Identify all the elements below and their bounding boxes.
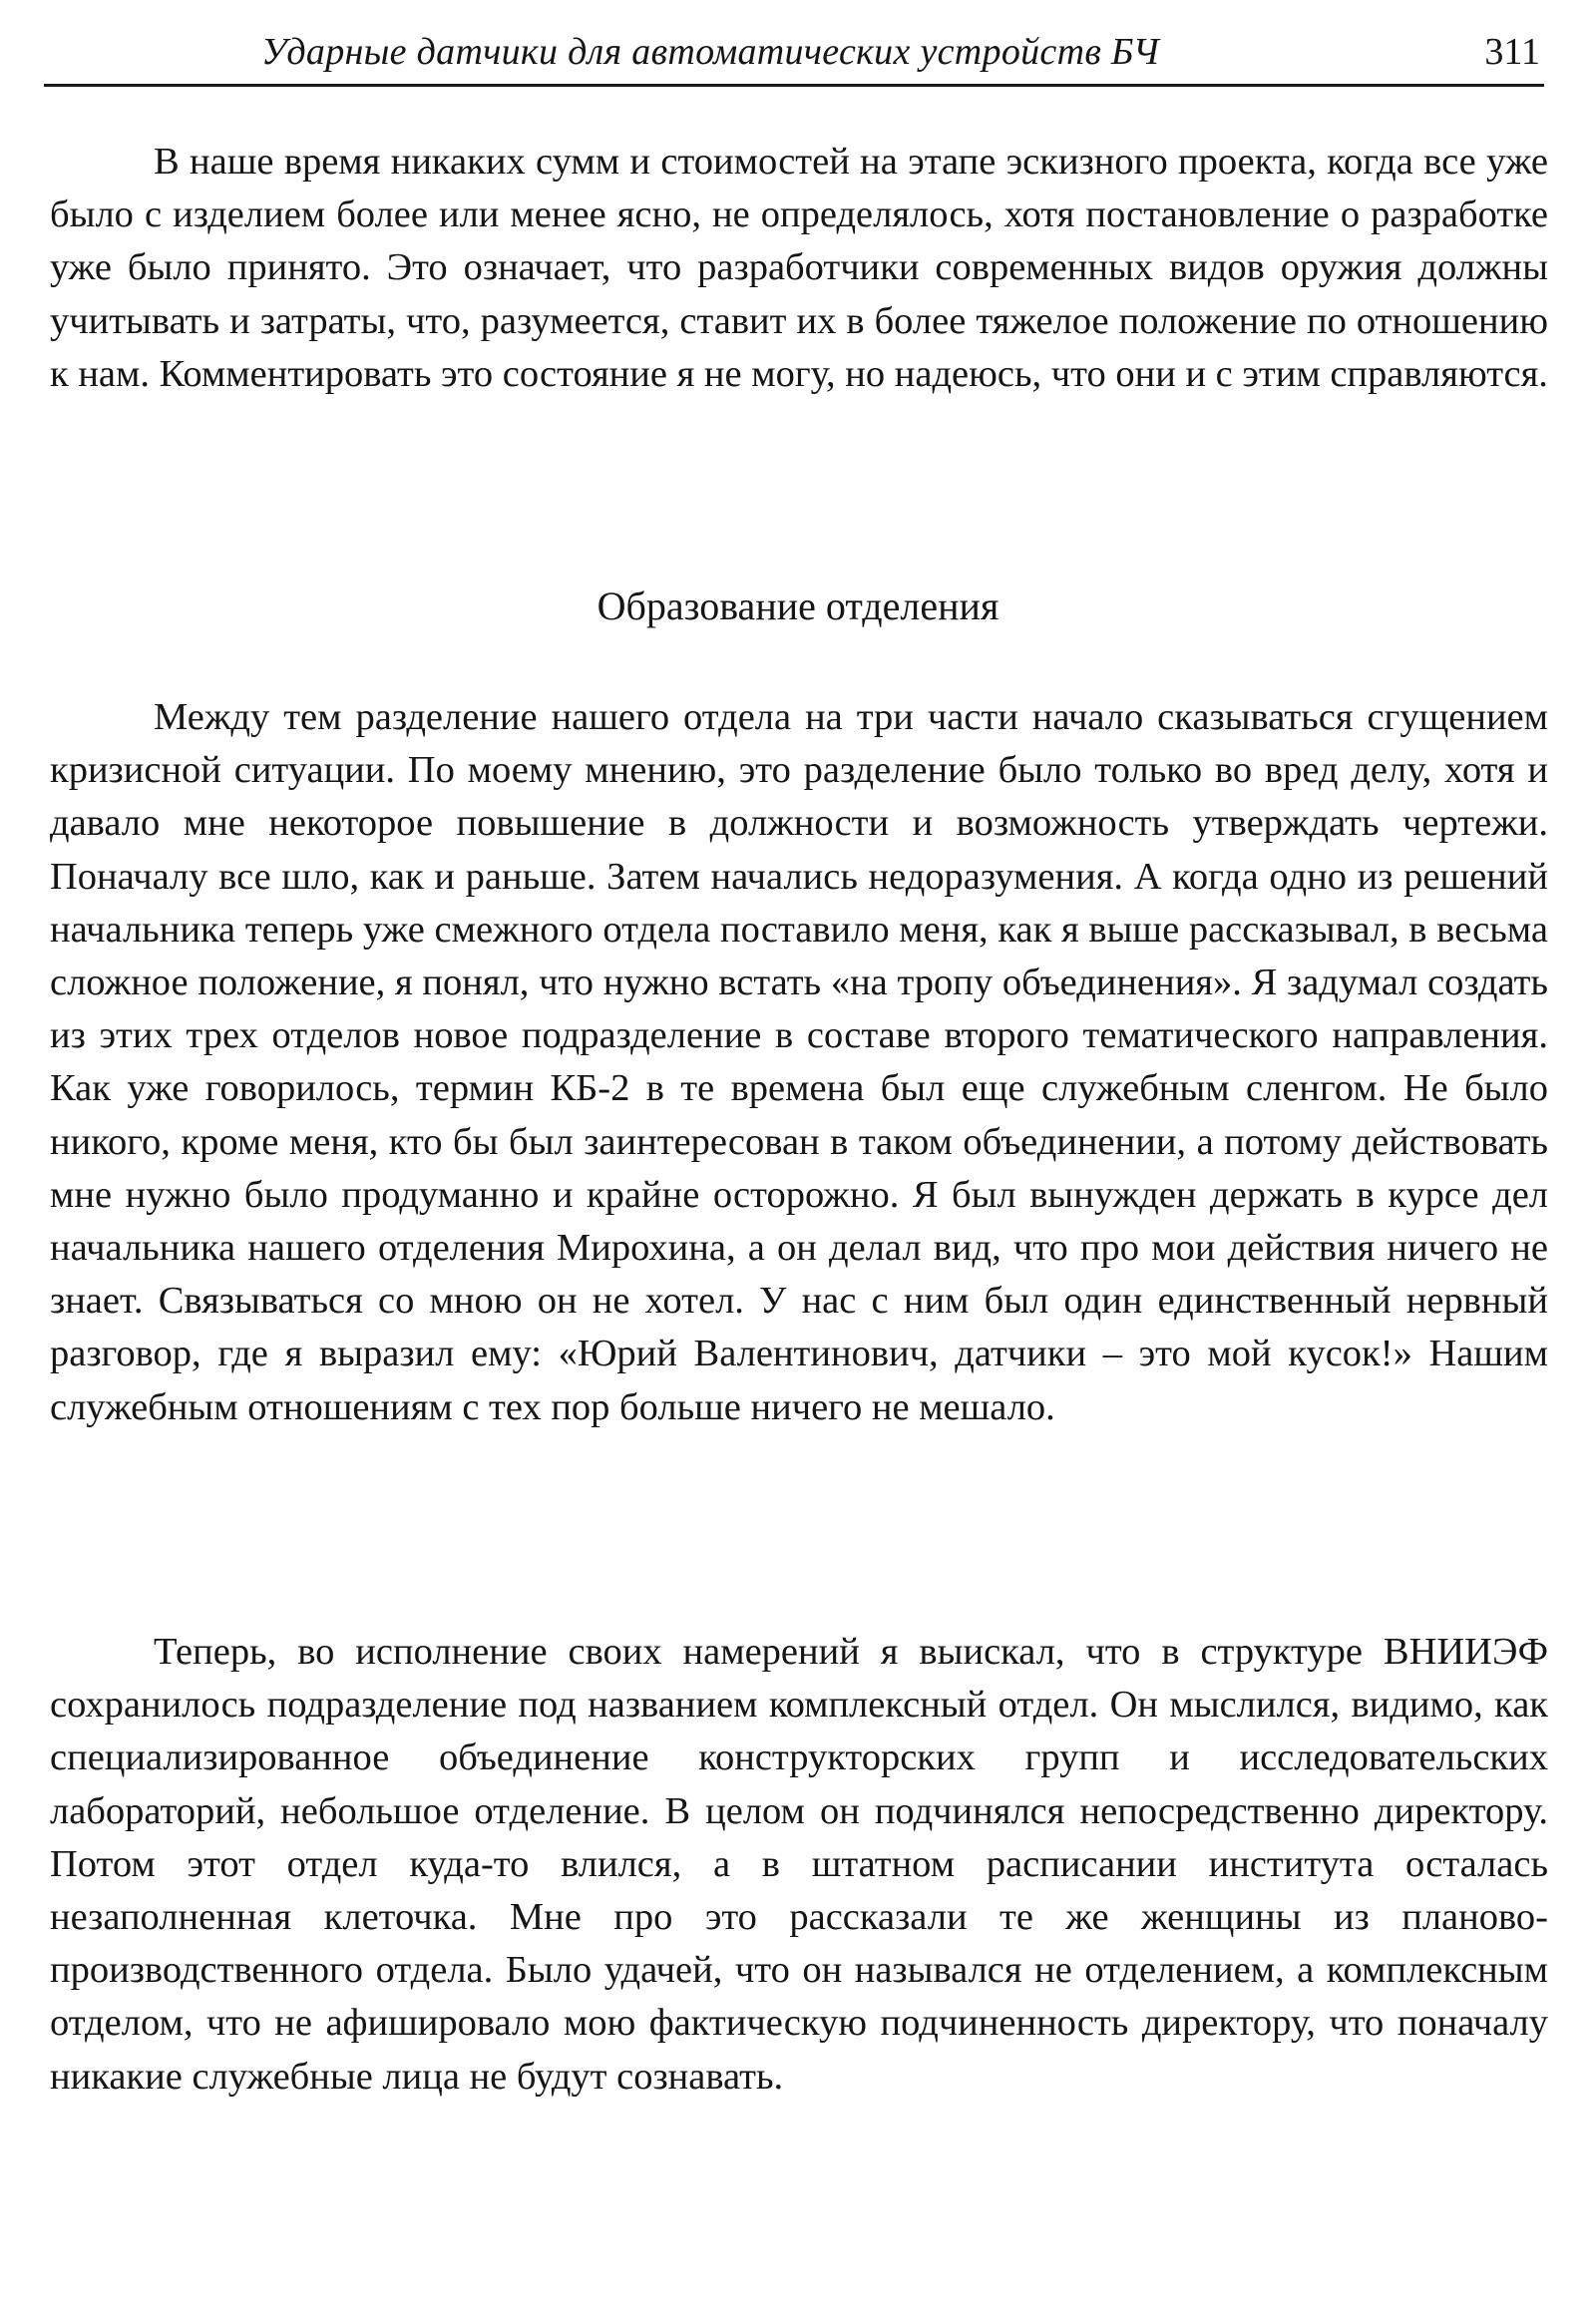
paragraph-intro: В наше время никаких сумм и стоимостей на этапе эскизного проекта, когда все уже было с изделием более или менее ясно, не определялось, хотя постановление о разработке уже было принято. Это означает, что разработчики современных видов оружия должны учитывать и затраты, что, разумеется, ставит их в более тяжелое положение по отношению к нам. Комментировать это состояние я не могу, но надеюсь, что они и с этим справляются. (50, 141, 1548, 395)
paragraph-section-2: Теперь, во исполнение своих намерений я выискал, что в структуре ВНИИЭФ сохранилось подразделение под названием комплексный отдел. Он мыслился, видимо, как специализированное объединение конструкторских групп и исследовательских лабораторий, небольшое отделение. В целом он подчинялся непосредственно директору. Потом этот отдел куда-то влился, а в штатном расписании института осталась незаполненная клеточка. Мне про это рассказали те же женщины из планово-производственного отдела. Было удачей, что он назывался не отделением, а комплексным отделом, что не афишировало мою фактическую подчиненность директору, что поначалу никакие служебные лица не будут сознавать. (50, 1631, 1548, 2098)
paragraph-section-1: Между тем разделение нашего отдела на три части начало сказываться сгущением кризисной ситуации. По моему мнению, это разделение было только во вред делу, хотя и давало мне некоторое повышение в должности и возможность утверждать чертежи. Поначалу все шло, как и раньше. Затем начались недоразумения. А когда одно из решений начальника теперь уже смежного отдела поставило меня, как я выше рассказывал, в весьма сложное положение, я понял, что нужно встать «на тропу объединения». Я задумал создать из этих трех отделов новое подразделение в составе второго тематического направления. Как уже говорилось, термин КБ-2 в те времена был еще служебным сленгом. Не было никого, кроме меня, кто бы был заинтересован в таком объединении, а потому действовать мне нужно было продуманно и крайне осторожно. Я был вынужден держать в курсе дел начальника нашего отделения Мирохина, а он делал вид, что про мои действия ничего не знает. Связываться со мною он не хотел. У нас с ним был один единственный нервный разговор, где я выразил ему: «Юрий Валентинович, датчики – это мой кусок!» Нашим служебным отношениям с тех пор больше ничего не мешало. (50, 696, 1548, 1428)
page-number: 311 (1484, 31, 1540, 73)
running-header (44, 22, 1544, 87)
section-title: Образование отделения (597, 583, 999, 628)
running-title: Ударные датчики для автоматических устройств БЧ (261, 31, 1160, 73)
